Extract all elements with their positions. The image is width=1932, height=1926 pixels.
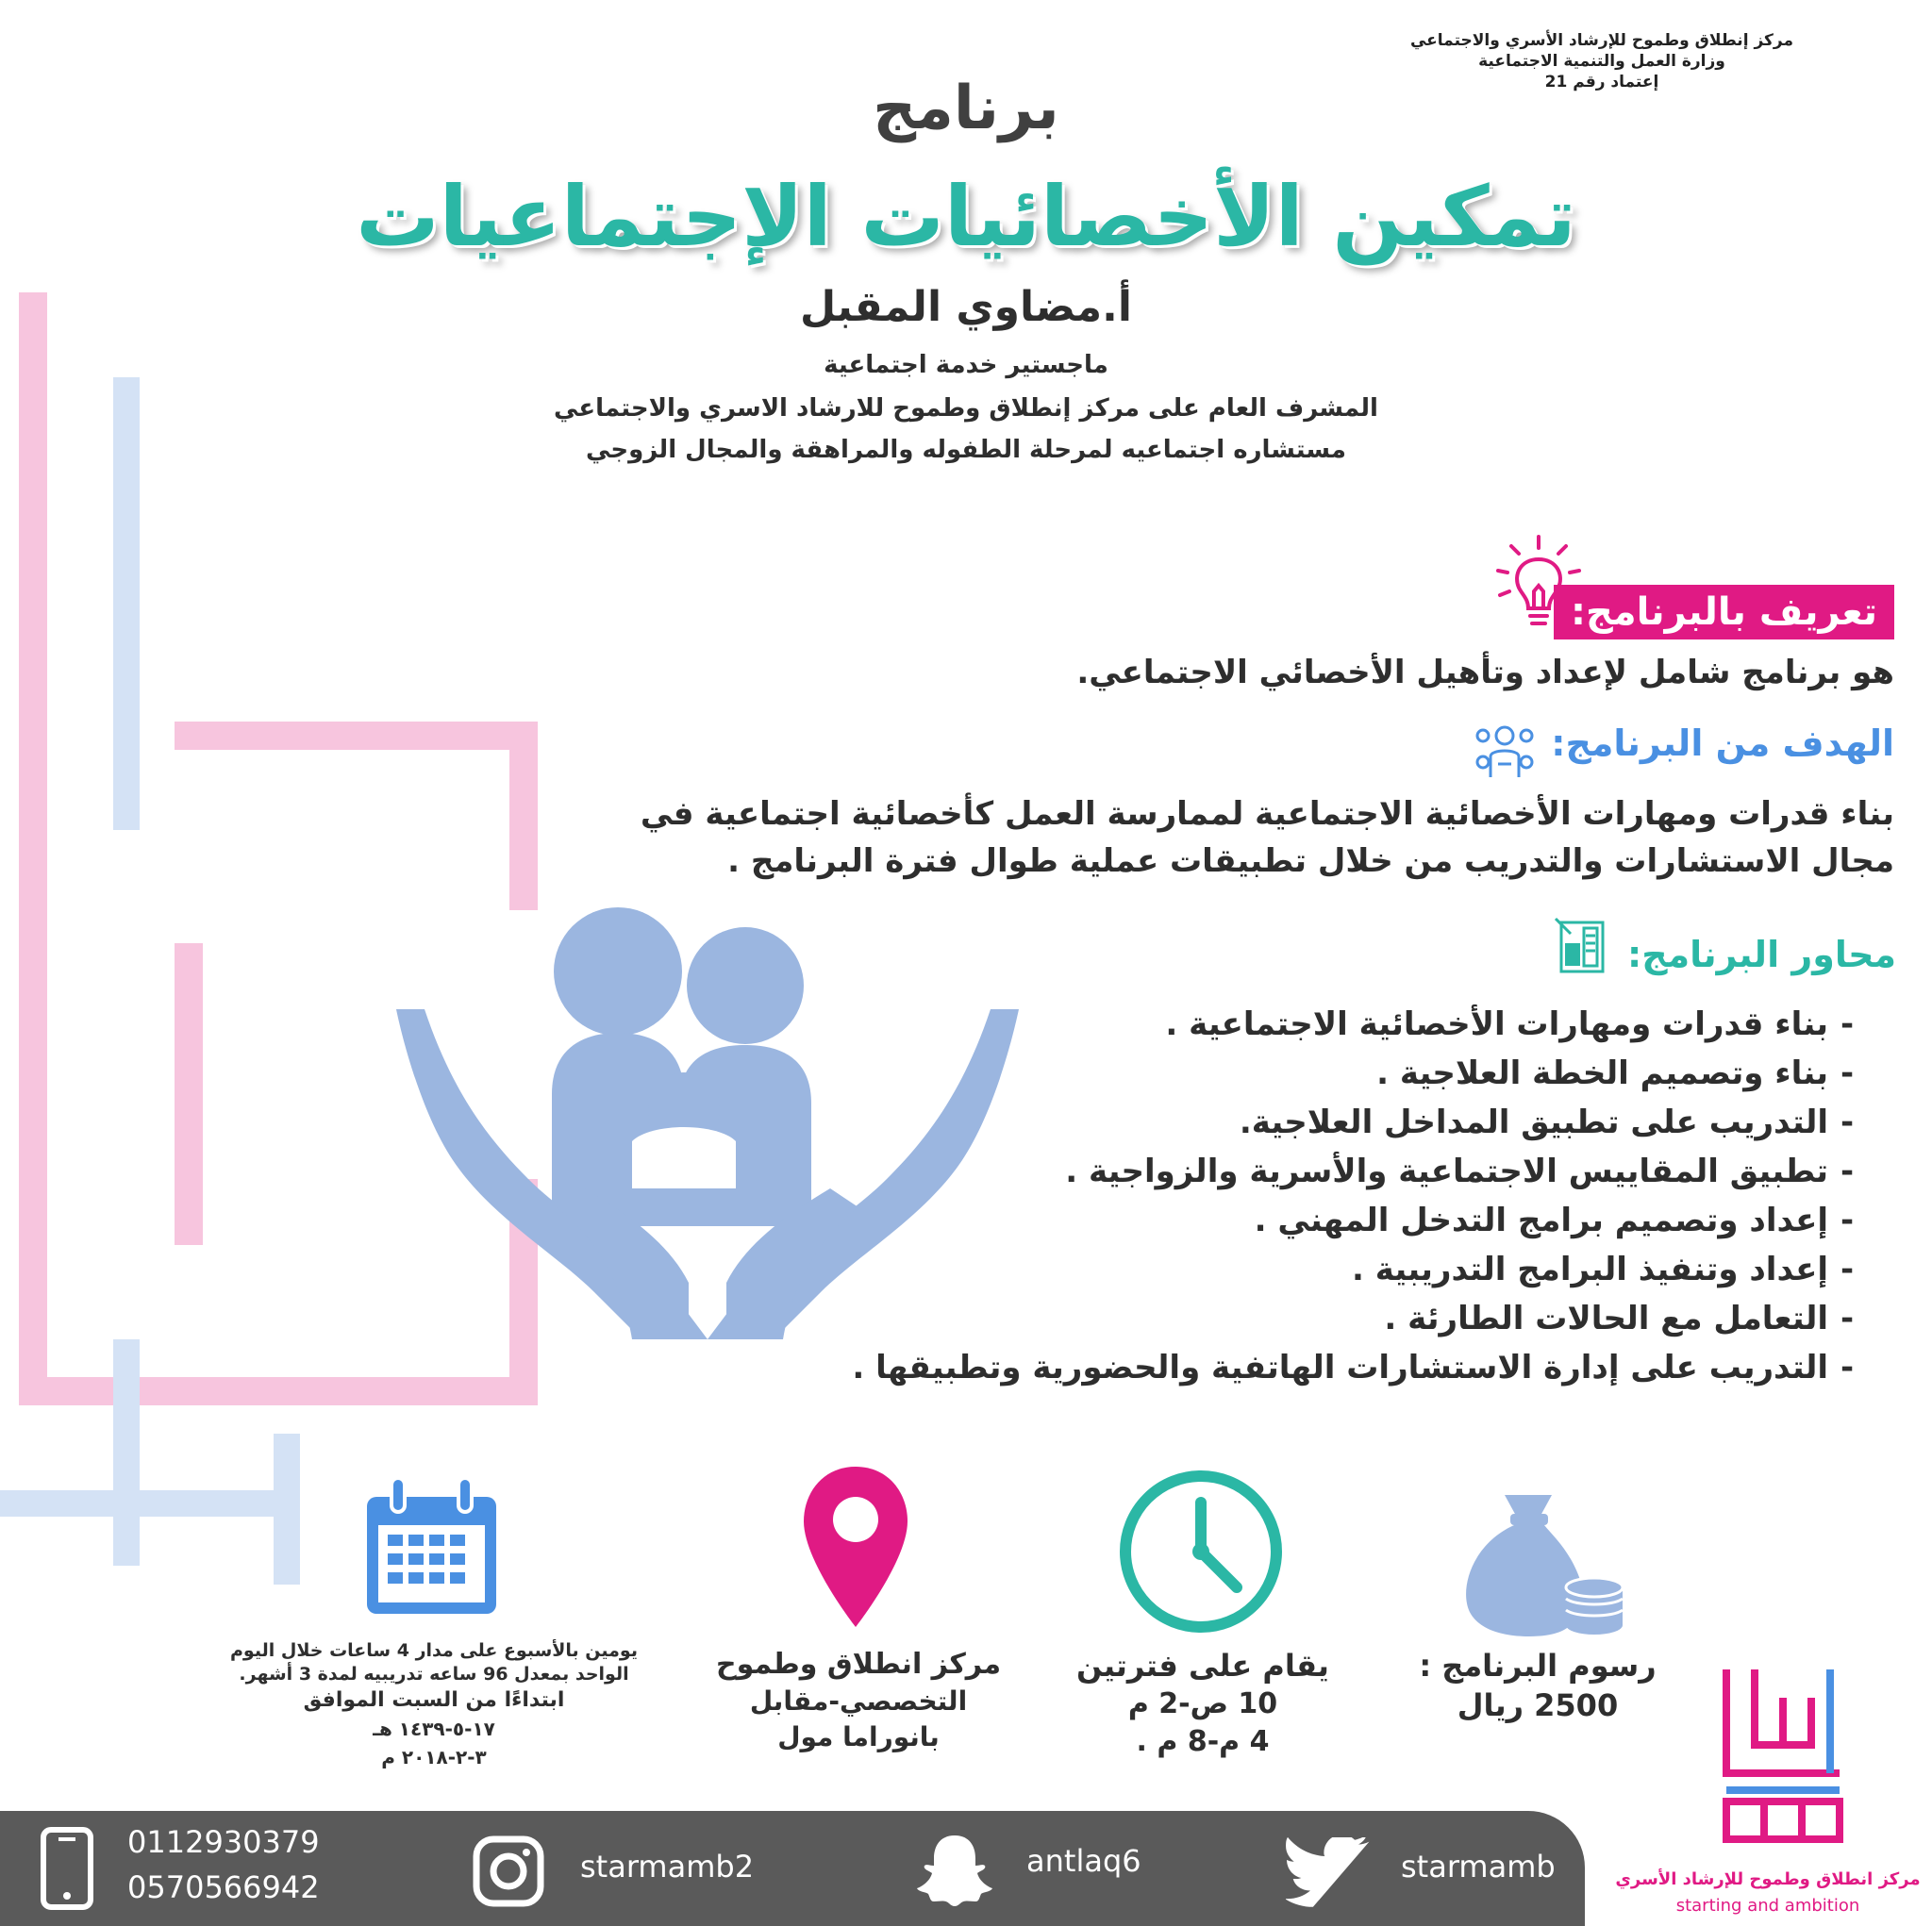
intro-text: هو برنامج شامل لإعداد وتأهيل الأخصائي الاجتماعي. xyxy=(1076,654,1894,691)
clock-icon xyxy=(1116,1467,1286,1636)
phone-number-2[interactable]: 0570566942 xyxy=(127,1869,320,1905)
location-pin-icon xyxy=(804,1467,908,1627)
calendar-icon xyxy=(363,1476,500,1618)
center-logo-caption: مركز انطلاق وطموح للإرشاد الأسري xyxy=(1615,1869,1921,1889)
axes-item: -تطبيق المقاييس الاجتماعية والأسرية والزواجية . xyxy=(1065,1153,1855,1190)
instructor-name: أ.مضاوي المقبل xyxy=(800,283,1132,331)
footer-bar xyxy=(0,1811,1585,1926)
accreditation-ministry: وزارة العمل والتنمية الاجتماعية xyxy=(1478,52,1725,71)
location-line-1: مركز انطلاق وطموح xyxy=(715,1648,1002,1681)
phone-icon xyxy=(40,1826,94,1911)
schedule-date-hijri: ١٧-٥-١٤٣٩ هـ xyxy=(373,1718,495,1740)
schedule-line-2: الواحد بمعدل 96 ساعه تدريبيه لمدة 3 أشهر. xyxy=(239,1664,629,1685)
instagram-icon xyxy=(472,1835,545,1908)
time-morning: 10 ص-2 م xyxy=(1127,1687,1278,1720)
schedule-date-gregorian: ٣-٢-٢٠١٨ م xyxy=(381,1746,487,1768)
center-logo-tagline: starting and ambition xyxy=(1675,1896,1860,1916)
axes-item: -بناء وتصميم الخطة العلاجية . xyxy=(1376,1054,1855,1092)
twitter-icon xyxy=(1286,1837,1373,1907)
team-icon xyxy=(1474,719,1536,781)
goal-line-2: مجال الاستشارات والتدريب من خلال تطبيقات عملية طوال فترة البرنامج . xyxy=(727,842,1894,880)
instructor-degree: ماجستير خدمة اجتماعية xyxy=(824,351,1108,379)
accreditation-number: إعتماد رقم 21 xyxy=(1544,73,1659,91)
fees-amount: 2500 ريال xyxy=(1457,1687,1619,1723)
schedule-line-1: يومين بالأسبوع على مدار 4 ساعات خلال اليوم xyxy=(230,1640,638,1661)
intro-heading: تعريف بالبرنامج: xyxy=(1554,585,1894,639)
snapchat-icon xyxy=(915,1832,994,1909)
center-logo-mark xyxy=(1707,1660,1858,1858)
money-bag-icon xyxy=(1457,1486,1627,1641)
center-logo xyxy=(1604,1660,1932,1926)
clipboard-icon xyxy=(1552,915,1612,975)
goal-heading: الهدف من البرنامج: xyxy=(1551,722,1894,764)
axes-item: -بناء قدرات ومهارات الأخصائية الاجتماعية . xyxy=(1165,1005,1855,1043)
schedule-block xyxy=(203,1639,665,1771)
phone-number-1[interactable]: 0112930379 xyxy=(127,1824,320,1860)
location-line-2: التخصصي-مقابل xyxy=(749,1685,968,1717)
instructor-role: المشرف العام على مركز إنطلاق وطموح للارشاد الاسري والاجتماعي xyxy=(554,394,1378,423)
axes-item: -التدريب على إدارة الاستشارات الهاتفية والحضورية وتطبيقها . xyxy=(852,1349,1855,1386)
axes-list xyxy=(640,1000,1866,1392)
axes-item: -إعداد وتصميم برامج التدخل المهني . xyxy=(1254,1202,1855,1239)
axes-heading: محاور البرنامج: xyxy=(1627,934,1896,975)
time-evening: 4 م-8 م . xyxy=(1136,1725,1270,1758)
goal-line-1: بناء قدرات ومهارات الأخصائية الاجتماعية لممارسة العمل كأخصائية اجتماعية في xyxy=(640,795,1894,833)
time-block xyxy=(1038,1646,1368,1761)
instructor-specialty: مستشاره اجتماعيه لمرحلة الطفوله والمراهقة والمجال الزوجي xyxy=(586,436,1346,464)
axes-item: -إعداد وتنفيذ البرامج التدريبية . xyxy=(1352,1251,1855,1288)
axes-item: -التعامل مع الحالات الطارئة . xyxy=(1384,1300,1855,1337)
location-block xyxy=(689,1646,1028,1755)
snapchat-handle[interactable]: antlaq6 xyxy=(1026,1843,1141,1879)
fees-label: رسوم البرنامج : xyxy=(1419,1648,1657,1684)
schedule-line-3: ابتداءًا من السبت الموافق xyxy=(303,1688,565,1712)
accreditation-center: مركز إنطلاق وطموح للإرشاد الأسري والاجتماعي xyxy=(1409,31,1794,50)
location-line-3: بانوراما مول xyxy=(777,1721,940,1752)
program-label: برنامج xyxy=(873,74,1059,143)
program-title: تمكين الأخصائيات الإجتماعيات xyxy=(356,168,1576,265)
instagram-handle[interactable]: starmamb2 xyxy=(580,1849,755,1884)
twitter-handle[interactable]: starmamb xyxy=(1401,1849,1556,1884)
time-periods: يقام على فترتين xyxy=(1076,1648,1329,1684)
axes-item: -التدريب على تطبيق المداخل العلاجية. xyxy=(1239,1104,1855,1141)
